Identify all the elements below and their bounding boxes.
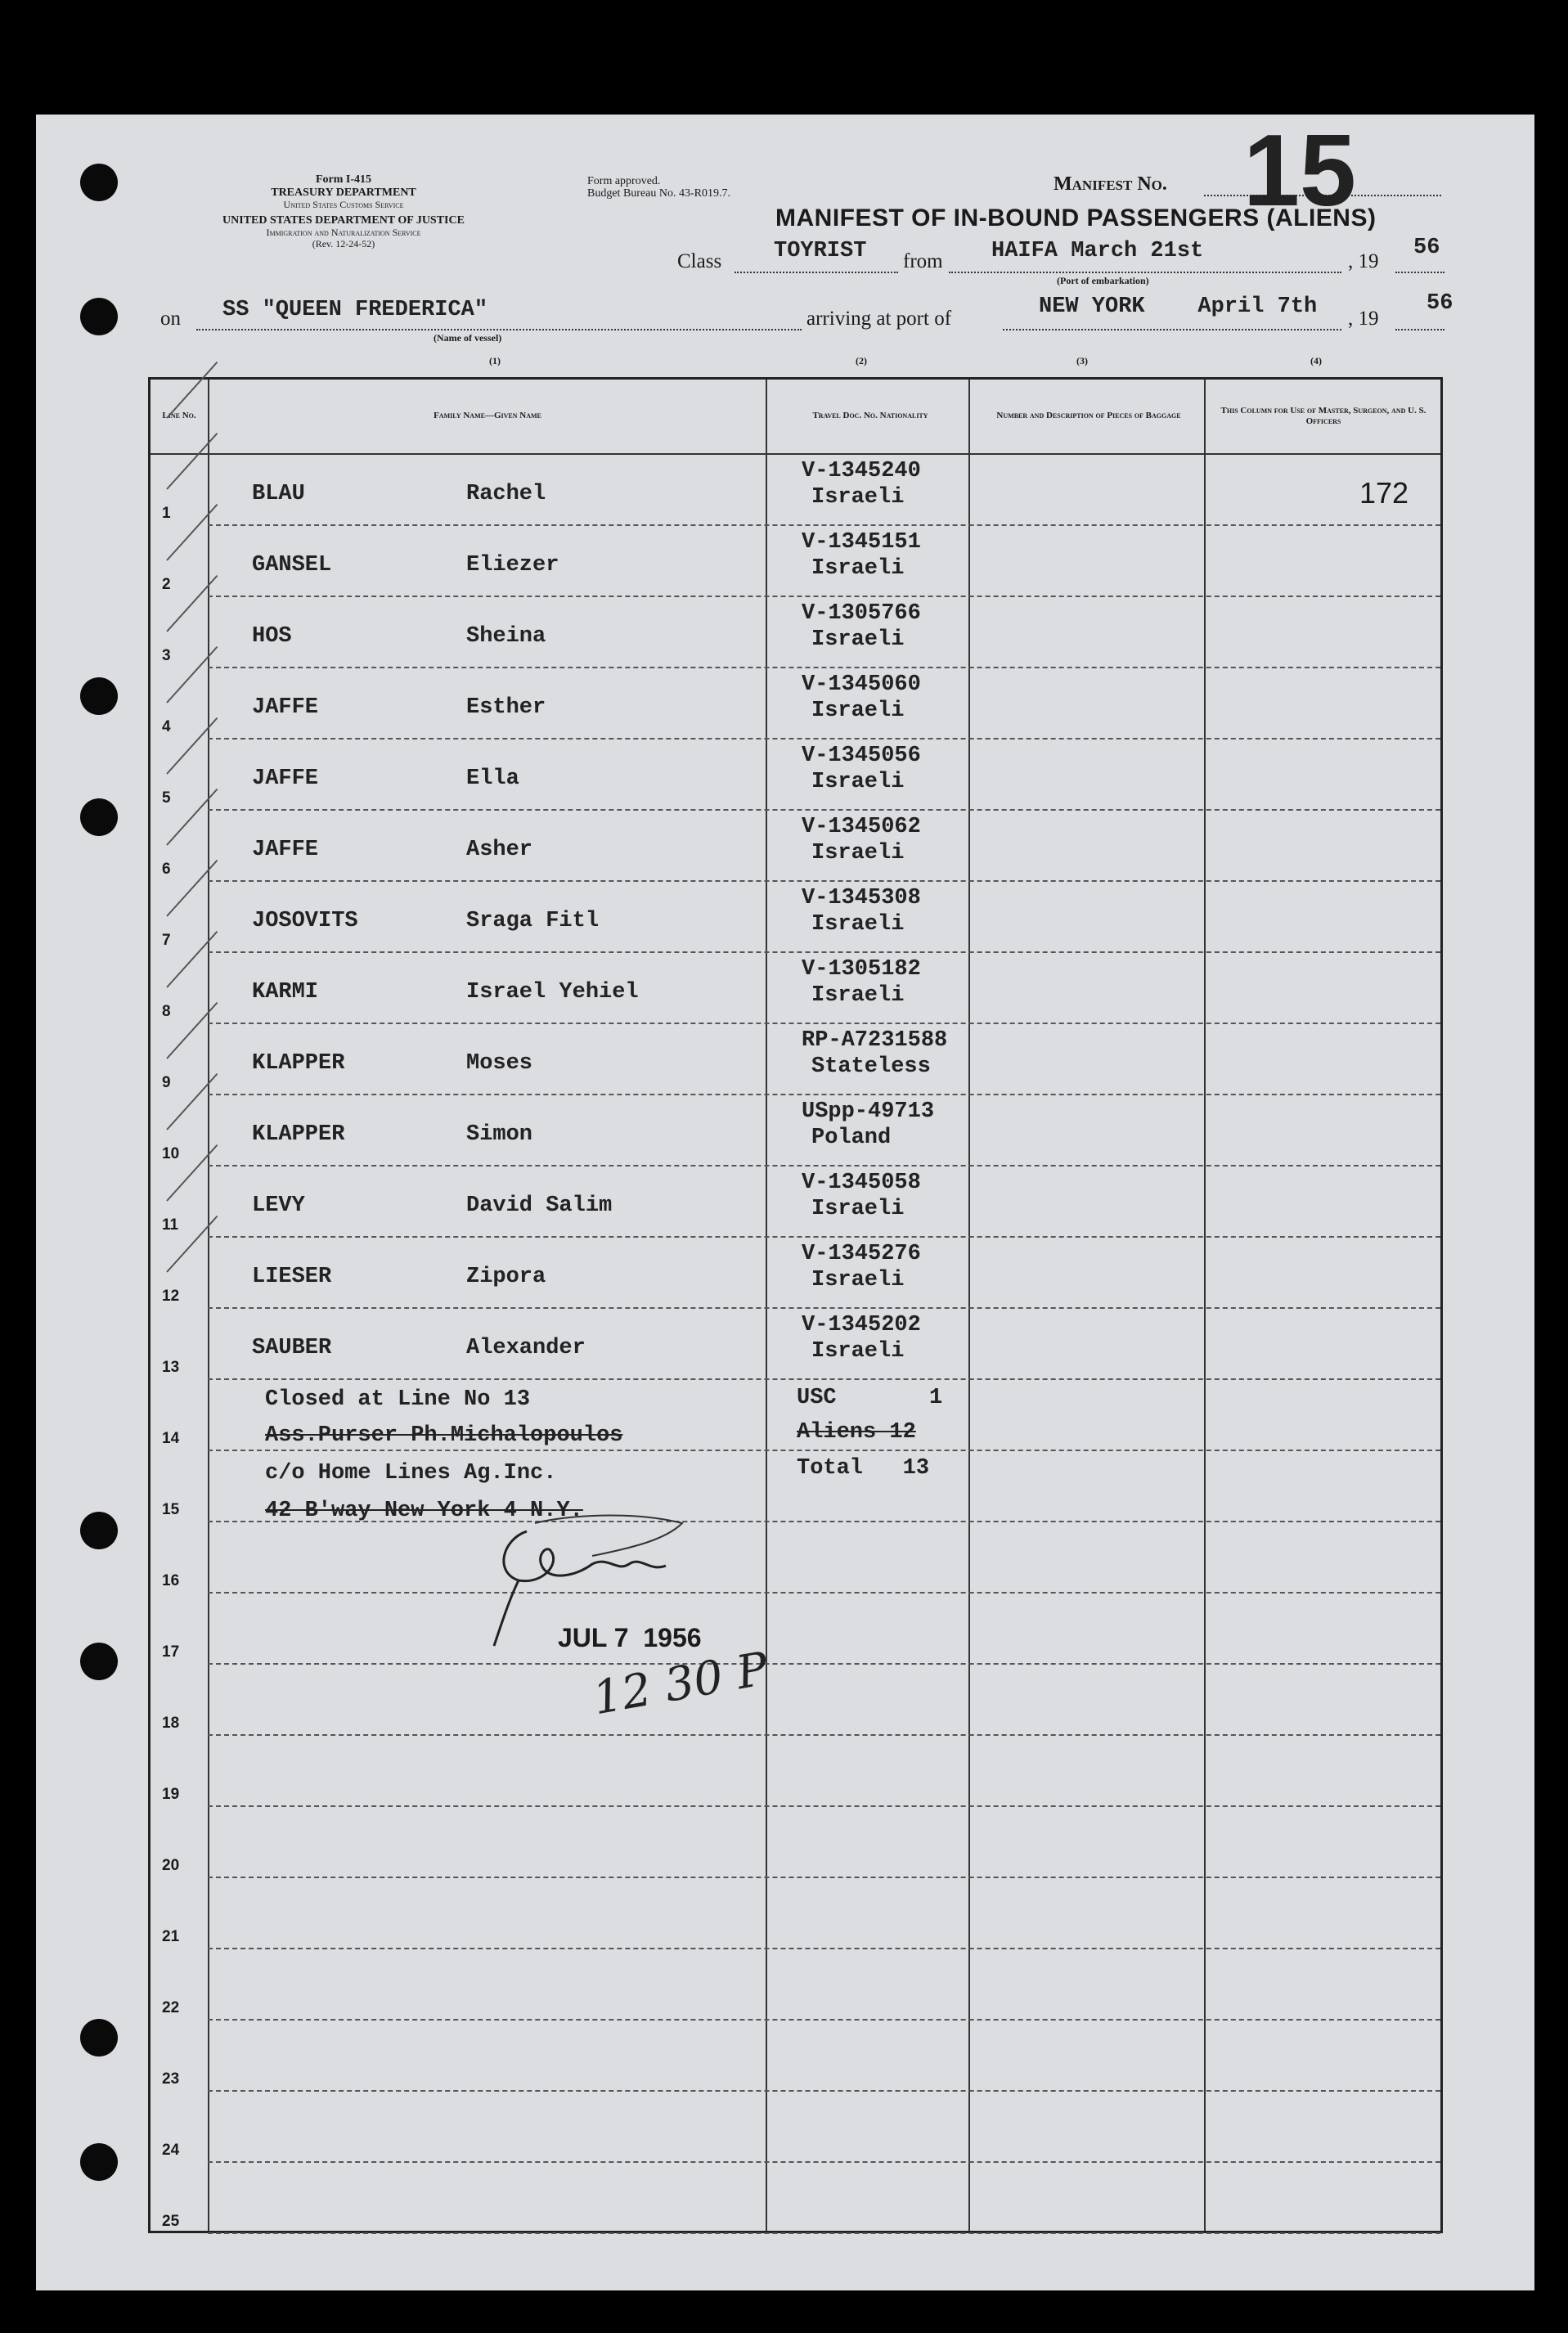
- given-name: Simon: [466, 1122, 533, 1147]
- line-number: 16: [162, 1572, 180, 1589]
- table-row: [151, 1736, 1440, 1807]
- family-name: SAUBER: [252, 1336, 332, 1360]
- given-name: Esther: [466, 695, 546, 720]
- agency-block: [155, 173, 532, 250]
- given-name: Rachel: [466, 482, 546, 506]
- table-row: [151, 455, 1440, 526]
- punch-hole: [80, 164, 118, 201]
- col-header-officers: This Column for Use of Master, Surgeon, and U. S. Officers: [1220, 405, 1426, 426]
- line-number: 5: [162, 789, 171, 807]
- given-name: Asher: [466, 838, 533, 862]
- page-title: MANIFEST OF IN-BOUND PASSENGERS (ALIENS): [775, 205, 1377, 232]
- class-label: Class: [677, 250, 722, 272]
- nationality: Israeli: [811, 983, 905, 1008]
- table-row: [151, 1238, 1440, 1309]
- table-row: [151, 1522, 1440, 1594]
- line-number: 20: [162, 1857, 180, 1874]
- table-row: [151, 1309, 1440, 1380]
- family-name: KARMI: [252, 980, 319, 1005]
- year1-underline: [1395, 272, 1444, 273]
- table-row: [151, 1166, 1440, 1238]
- col-header-line-no: Line No.: [162, 411, 196, 421]
- nationality: Israeli: [811, 627, 905, 652]
- line-number: 7: [162, 932, 171, 949]
- manifest-no-label: Manifest No.: [1054, 173, 1167, 195]
- table-row: [151, 1878, 1440, 1949]
- line-number: 15: [162, 1501, 180, 1518]
- travel-doc-number: V-1345056: [802, 744, 921, 768]
- travel-doc-cell: [802, 1027, 947, 1080]
- given-name: Israel Yehiel: [466, 980, 639, 1005]
- table-row: [151, 953, 1440, 1024]
- table-row: [151, 2092, 1440, 2163]
- table-row: [151, 1665, 1440, 1736]
- col-number-2: (2): [856, 355, 867, 366]
- table-row: [151, 526, 1440, 597]
- family-name: KLAPPER: [252, 1122, 345, 1147]
- travel-doc-number: V-1345308: [802, 886, 921, 910]
- nationality: Israeli: [811, 1197, 905, 1221]
- line-number: 10: [162, 1145, 180, 1162]
- travel-doc-cell: [802, 529, 921, 582]
- line-number: 21: [162, 1928, 180, 1945]
- from-label: from: [903, 250, 943, 272]
- nationality: Israeli: [811, 485, 905, 510]
- form-approved: Form approved.: [587, 175, 661, 187]
- family-name: JAFFE: [252, 766, 319, 791]
- justice-label: UNITED STATES DEPARTMENT OF JUSTICE: [222, 214, 465, 227]
- summary-total: Total 13: [797, 1456, 930, 1481]
- family-name: JOSOVITS: [252, 909, 358, 933]
- class-value: TOYRIST: [774, 239, 867, 263]
- port-embark-caption: (Port of embarkation): [1057, 275, 1149, 286]
- family-name: JAFFE: [252, 695, 319, 720]
- travel-doc-cell: [802, 956, 921, 1009]
- punch-hole: [80, 798, 118, 836]
- travel-doc-cell: [802, 458, 921, 510]
- table-row: [151, 2021, 1440, 2092]
- customs-label: United States Customs Service: [283, 199, 404, 211]
- class-underline: [735, 272, 898, 273]
- closing-line-1: Closed at Line No 13: [265, 1387, 531, 1412]
- family-name: LIESER: [252, 1265, 332, 1289]
- nationality: Israeli: [811, 1268, 905, 1292]
- line-number: 22: [162, 1999, 180, 2016]
- approval-block: [587, 175, 730, 200]
- summary-aliens: Aliens 12: [797, 1420, 916, 1445]
- line-number: 4: [162, 718, 171, 735]
- year-1: 56: [1413, 236, 1440, 260]
- travel-doc-cell: [802, 1099, 934, 1151]
- passenger-table: [148, 377, 1443, 2233]
- line-number: 1: [162, 505, 171, 522]
- table-row: [151, 1949, 1440, 2021]
- travel-doc-number: V-1345058: [802, 1171, 921, 1195]
- table-row: [151, 1095, 1440, 1166]
- family-name: HOS: [252, 624, 292, 649]
- travel-doc-cell: [802, 1170, 921, 1222]
- received-date-stamp: JUL 7 1956: [558, 1623, 702, 1652]
- line-number: 18: [162, 1715, 180, 1732]
- travel-doc-cell: [802, 672, 921, 724]
- given-name: Zipora: [466, 1265, 546, 1289]
- given-name: Ella: [466, 766, 519, 791]
- line-number: 23: [162, 2070, 180, 2088]
- travel-doc-number: USpp-49713: [802, 1099, 935, 1124]
- year-prefix-1: , 19: [1348, 250, 1379, 272]
- col-header-baggage: Number and Description of Pieces of Baggage: [996, 411, 1181, 421]
- nationality: Israeli: [811, 699, 905, 723]
- arrival-value: NEW YORK April 7th: [1039, 294, 1318, 319]
- vessel-name: SS "QUEEN FREDERICA": [222, 298, 488, 322]
- travel-doc-number: V-1345151: [802, 530, 921, 555]
- closing-line-4: 42 B'way New York 4 N.Y.: [265, 1499, 583, 1523]
- nationality: Israeli: [811, 556, 905, 581]
- table-row: [151, 668, 1440, 739]
- travel-doc-number: V-1305182: [802, 957, 921, 982]
- budget-bureau: Budget Bureau No. 43-R019.7.: [587, 187, 730, 200]
- line-number: 13: [162, 1359, 180, 1376]
- received-time-note: 12 30 P: [588, 1642, 772, 1726]
- travel-doc-number: V-1345062: [802, 815, 921, 839]
- family-name: GANSEL: [252, 553, 332, 578]
- col-header-travel-doc: Travel Doc. No. Nationality: [812, 411, 928, 421]
- table-row: [151, 1807, 1440, 1878]
- year-prefix-2: , 19: [1348, 308, 1379, 330]
- nationality: Israeli: [811, 1339, 905, 1364]
- closing-line-3: c/o Home Lines Ag.Inc.: [265, 1461, 557, 1486]
- officer-note: 172: [1359, 476, 1409, 510]
- table-row: [151, 2163, 1440, 2234]
- treasury-label: TREASURY DEPARTMENT: [271, 187, 416, 200]
- line-number: 19: [162, 1786, 180, 1803]
- vessel-underline: [196, 329, 802, 330]
- row-rule: [208, 2232, 1440, 2234]
- travel-doc-cell: [802, 814, 921, 866]
- closing-line-2: Ass.Purser Ph.Michalopoulos: [265, 1423, 623, 1448]
- table-row: [151, 882, 1440, 953]
- punch-hole: [80, 1512, 118, 1549]
- travel-doc-cell: [802, 1241, 921, 1293]
- travel-doc-number: V-1345240: [802, 459, 921, 483]
- from-value: HAIFA March 21st: [991, 239, 1204, 263]
- line-number: 9: [162, 1074, 171, 1091]
- line-number: 24: [162, 2142, 180, 2159]
- punch-hole: [80, 2143, 118, 2181]
- table-row: [151, 1594, 1440, 1665]
- given-name: Moses: [466, 1051, 533, 1076]
- col-number-4: (4): [1310, 355, 1322, 366]
- family-name: JAFFE: [252, 838, 319, 862]
- travel-doc-cell: [802, 1312, 921, 1364]
- vessel-caption: (Name of vessel): [434, 332, 502, 344]
- year2-underline: [1395, 329, 1444, 330]
- year-2: 56: [1426, 291, 1453, 316]
- given-name: David Salim: [466, 1193, 613, 1218]
- nationality: Israeli: [811, 841, 905, 865]
- line-number: 12: [162, 1288, 180, 1305]
- table-row: [151, 739, 1440, 811]
- family-name: LEVY: [252, 1193, 305, 1218]
- travel-doc-cell: [802, 600, 921, 653]
- travel-doc-number: V-1345276: [802, 1242, 921, 1266]
- manifest-number: 15: [1243, 115, 1356, 227]
- arriving-label: arriving at port of: [806, 308, 952, 330]
- travel-doc-number: V-1305766: [802, 601, 921, 626]
- nationality: Poland: [811, 1126, 892, 1150]
- given-name: Sraga Fitl: [466, 909, 600, 933]
- form-number: Form I-415: [315, 173, 372, 186]
- line-number: 25: [162, 2213, 180, 2230]
- travel-doc-number: V-1345202: [802, 1313, 921, 1337]
- revision-label: (Rev. 12-24-52): [312, 237, 375, 249]
- arrival-underline: [1003, 329, 1341, 330]
- col-number-3: (3): [1076, 355, 1088, 366]
- given-name: Sheina: [466, 624, 546, 649]
- col-number-1: (1): [489, 355, 501, 366]
- given-name: Alexander: [466, 1336, 586, 1360]
- travel-doc-number: V-1345060: [802, 672, 921, 697]
- nationality: Israeli: [811, 770, 905, 794]
- family-name: KLAPPER: [252, 1051, 345, 1076]
- punch-hole: [80, 1643, 118, 1680]
- line-number: 17: [162, 1643, 180, 1661]
- line-number: 11: [162, 1216, 179, 1234]
- line-number: 8: [162, 1003, 171, 1020]
- family-name: BLAU: [252, 482, 305, 506]
- line-number: 2: [162, 576, 171, 593]
- nationality: Israeli: [811, 912, 905, 937]
- from-underline: [949, 272, 1341, 273]
- line-number: 14: [162, 1430, 180, 1447]
- line-number: 6: [162, 861, 171, 878]
- travel-doc-cell: [802, 885, 921, 937]
- given-name: Eliezer: [466, 553, 559, 578]
- line-number: 3: [162, 647, 171, 664]
- travel-doc-number: RP-A7231588: [802, 1028, 948, 1053]
- on-label: on: [160, 308, 181, 330]
- table-row: [151, 1024, 1440, 1095]
- punch-hole: [80, 677, 118, 715]
- punch-hole: [80, 2019, 118, 2057]
- table-row: [151, 597, 1440, 668]
- summary-usc: USC 1: [797, 1386, 943, 1410]
- table-row: [151, 811, 1440, 882]
- ins-label: Immigration and Naturalization Service: [266, 227, 421, 239]
- nationality: Stateless: [811, 1054, 931, 1079]
- punch-hole: [80, 298, 118, 335]
- col-header-name: Family Name—Given Name: [434, 411, 541, 421]
- travel-doc-cell: [802, 743, 921, 795]
